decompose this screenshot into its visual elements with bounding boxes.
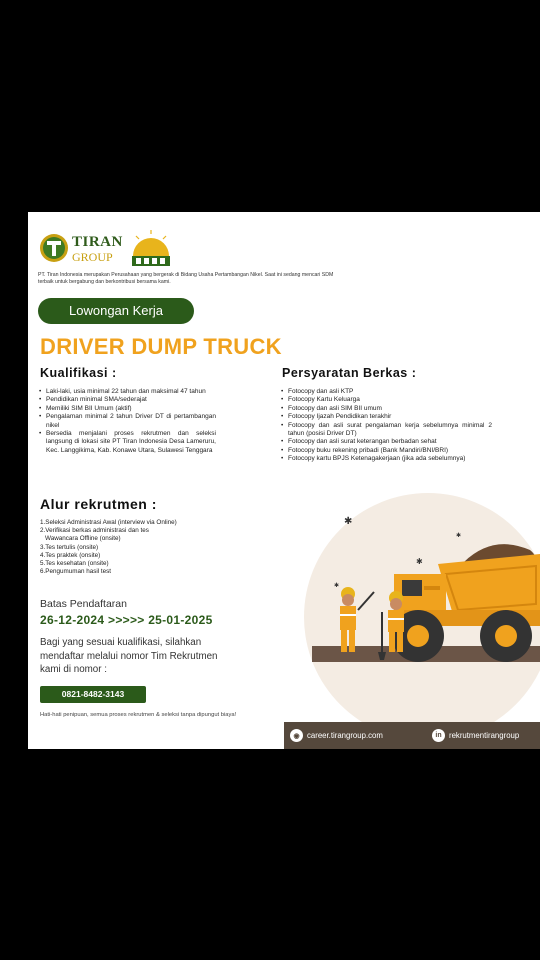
- svg-text:✱: ✱: [456, 533, 462, 539]
- list-item: 2.Verifikasi berkas administrasi dan tes: [40, 527, 149, 535]
- requirements-list: [280, 388, 492, 464]
- recruitment-flow-title: Alur rekrutmen :: [40, 496, 157, 512]
- list-item: • Pendidikan minimal SMA/sederajat: [38, 396, 216, 404]
- list-item: Wawancara Offline (onsite): [45, 535, 121, 543]
- job-vacancy-label: Lowongan Kerja: [38, 298, 194, 324]
- truck-window: [402, 580, 422, 596]
- svg-text:✱: ✱: [344, 516, 353, 527]
- qualifications-title: Kualifikasi :: [40, 366, 117, 380]
- logo-name-top: TIRAN: [72, 234, 123, 250]
- list-item: 6.Pengumuman hasil test: [40, 568, 112, 576]
- list-item: • Fotocopy buku rekening pribadi (Bank Mandiri/BNI/BRI): [280, 447, 492, 455]
- job-title: DRIVER DUMP TRUCK: [40, 334, 282, 359]
- fraud-warning: Hati-hati penipuan, semua proses rekrutmen & seleksi tanpa dipungut biaya!: [40, 712, 237, 718]
- deadline-label: Batas Pendaftaran: [40, 598, 127, 610]
- linkedin-link[interactable]: [432, 722, 519, 749]
- list-item: • Fotocopy dan asli SIM BII umum: [280, 405, 492, 413]
- list-item: • Bersedia menjalani proses rekrutmen dan seleksi langsung di lokasi site PT Tiran Indonesia Desa Lameruru, Kec. Langgikima, Kab. Konawe Utara, Sulawesi Tenggara: [38, 430, 216, 455]
- dump-truck-illustration: [278, 492, 540, 724]
- list-item: • Fotocopy dan asli KTP: [280, 388, 492, 396]
- requirements-title: Persyaratan Berkas :: [282, 366, 417, 380]
- logo-name-bottom: GROUP: [72, 250, 113, 264]
- list-item: • Fotocopy Ijazah Pendidikan terakhir: [280, 413, 492, 421]
- tiran-emblem-icon: [38, 232, 70, 264]
- job-poster: [28, 212, 540, 749]
- recruitment-steps: [40, 519, 218, 576]
- globe-icon: ◉: [290, 729, 303, 742]
- apply-instruction: Bagi yang sesuai kualifikasi, silahkan mendaftar melalui nomor Tim Rekrutmen kami di nomor :: [40, 637, 218, 675]
- list-item: 3.Tes tertulis (onsite): [40, 543, 99, 551]
- list-item: • Fotocopy dan asli surat pengalaman kerja sebelumnya minimal 2 tahun (posisi Driver DT): [280, 422, 492, 439]
- list-item: • Laki-laki, usia minimal 22 tahun dan maksimal 47 tahun: [38, 388, 216, 396]
- qualifications-list: [38, 388, 216, 455]
- list-item: • Memiliki SIM BII Umum (aktif): [38, 405, 216, 413]
- website-link[interactable]: [290, 722, 383, 749]
- list-item: • Fotocopy dan asli surat keterangan berbadan sehat: [280, 438, 492, 446]
- svg-text:✱: ✱: [334, 583, 340, 589]
- list-item: 4.Tes praktek (onsite): [40, 551, 101, 559]
- list-item: • Fotocopy kartu BPJS Ketenagakerjaan (jika ada sebelumnya): [280, 455, 492, 463]
- website-text: career.tirangroup.com: [307, 731, 383, 740]
- list-item: • Fotocopy Kartu Keluarga: [280, 396, 492, 404]
- svg-text:✱: ✱: [416, 557, 423, 566]
- footer-bar: [284, 722, 540, 749]
- linkedin-icon: in: [432, 729, 445, 742]
- ptti-emblem-icon: [128, 230, 174, 268]
- list-item: 1.Seleksi Administrasi Awal (interview via Online): [40, 519, 177, 526]
- tiran-group-logo: [38, 232, 128, 268]
- company-intro: PT. Tiran Indonesia merupakan Perusahaan yang bergerak di Bidang Usaha Pertambangan Nikel. Saat ini sedang mencari SDM terbaik untuk bergabung dan berkontribusi bersama kami.: [38, 272, 334, 285]
- deadline-dates: 26-12-2024 >>>>> 25-01-2025: [40, 613, 213, 627]
- list-item: • Pengalaman minimal 2 tahun Driver DT di pertambangan nikel: [38, 413, 216, 430]
- linkedin-text: rekrutmentirangroup: [449, 731, 520, 740]
- list-item: 5.Tes kesehatan (onsite): [40, 560, 109, 568]
- phone-number[interactable]: 0821-8482-3143: [40, 686, 146, 703]
- ptti-logo: [128, 230, 174, 268]
